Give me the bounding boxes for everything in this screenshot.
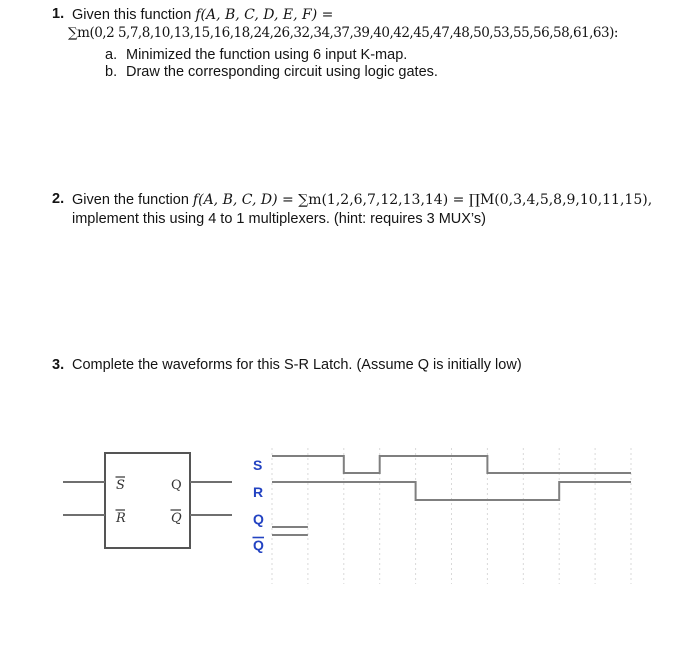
- waveform-row-label-s: S: [253, 457, 263, 473]
- latch-box: [105, 453, 190, 548]
- question-2-function-expr: f(A, B, C, D) =: [192, 192, 299, 208]
- latch-output-label-qbar: Q: [171, 511, 182, 526]
- latch-output-label-q: Q: [171, 478, 182, 493]
- latch-input-label-r: R: [116, 511, 126, 526]
- question-1-number: 1.: [52, 6, 65, 22]
- question-1b-text: Draw the corresponding circuit using logic gates.: [126, 64, 438, 80]
- question-1-function-expr: f(A, B, C, D, E, F) =: [195, 7, 334, 23]
- waveform-row-label-qbar: Q: [253, 537, 264, 553]
- question-1-intro: Given this function: [72, 7, 196, 23]
- question-3-text: Complete the waveforms for this S-R Latch. (Assume Q is initially low): [72, 357, 522, 373]
- question-1a-text: Minimized the function using 6 input K-map.: [126, 47, 408, 63]
- question-3-number: 3.: [52, 357, 65, 373]
- question-2-number: 2.: [52, 191, 65, 207]
- question-2-intro: Given the function: [72, 192, 193, 208]
- question-1a-label: a.: [105, 47, 118, 63]
- waveform-row-label-r: R: [253, 484, 264, 500]
- question-1b-label: b.: [105, 64, 118, 80]
- waveform-row-label-q: Q: [253, 511, 264, 527]
- question-2-line2: implement this using 4 to 1 multiplexers. (hint: requires 3 MUX’s): [72, 211, 486, 227]
- question-1-minterm-list: ∑m(0,2 5,7,8,10,13,15,16,18,24,26,32,34,37,39,40,42,45,47,48,50,53,55,56,58,61,63):: [68, 25, 618, 41]
- latch-input-label-s: S: [116, 478, 125, 493]
- question-2-minterm-expr: ∑m(1,2,6,7,12,13,14) = ∏M(0,3,4,5,8,9,10,11,15),: [298, 192, 653, 208]
